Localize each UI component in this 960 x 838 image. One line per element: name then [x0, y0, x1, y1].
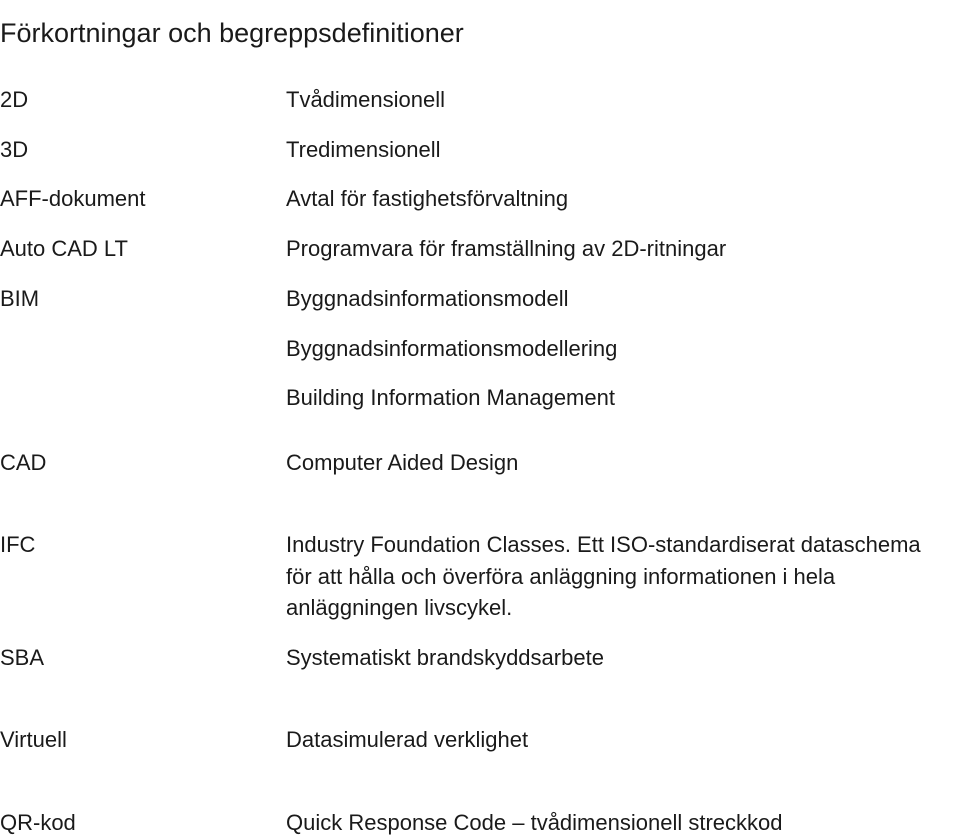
term-label: 2D	[0, 87, 29, 112]
term-definition: Building Information Management	[286, 385, 615, 410]
term-definition: Systematiskt brandskyddsarbete	[286, 645, 604, 670]
term-definition: Tvådimensionell	[286, 87, 445, 112]
term-label: Auto CAD LT	[0, 236, 128, 261]
term-label: IFC	[0, 532, 36, 557]
term-definition: anläggningen livscykel.	[286, 595, 513, 620]
term-definition: Byggnadsinformationsmodell	[286, 286, 569, 311]
page-title: Förkortningar och begreppsdefinitioner	[0, 18, 464, 49]
term-definition: Computer Aided Design	[286, 450, 519, 475]
term-label: AFF-dokument	[0, 186, 146, 211]
term-definition: Industry Foundation Classes. Ett ISO-standardiserat dataschema	[286, 532, 921, 557]
term-definition: Programvara för framställning av 2D-ritningar	[286, 236, 727, 261]
term-definition: Tredimensionell	[286, 137, 441, 162]
term-definition: Quick Response Code – tvådimensionell streckkod	[286, 810, 783, 835]
term-definition: för att hålla och överföra anläggning informationen i hela	[286, 564, 836, 589]
term-definition: Datasimulerad verklighet	[286, 727, 529, 752]
term-label: BIM	[0, 286, 40, 311]
term-label: 3D	[0, 137, 29, 162]
term-definition: Byggnadsinformationsmodellering	[286, 336, 618, 361]
term-label: CAD	[0, 450, 47, 475]
term-label: SBA	[0, 645, 45, 670]
term-label: Virtuell	[0, 727, 67, 752]
term-definition: Avtal för fastighetsförvaltning	[286, 186, 569, 211]
term-label: QR-kod	[0, 810, 76, 835]
